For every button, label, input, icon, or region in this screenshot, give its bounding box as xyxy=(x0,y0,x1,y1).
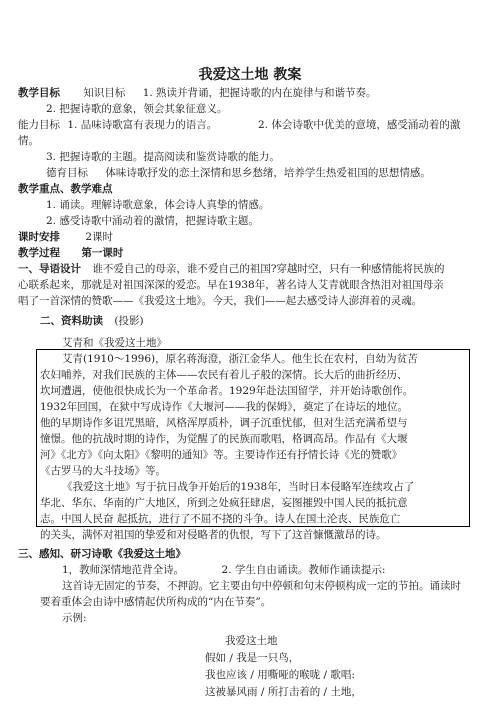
schedule-row xyxy=(18,230,113,244)
moral-row xyxy=(46,166,431,180)
intro-line-1: 谁不爱自己的母亲，谁不爱自己的祖国?穿越时空，只有一种感情能将民族的 xyxy=(92,263,445,275)
poem-line: 我也应该 / 用嘶哑的喉咙 / 歌唱: xyxy=(205,669,355,681)
step-row xyxy=(62,563,385,577)
background-line: 华北、华东、华南的广大地区，所到之处疯狂肆虐，妄图摧毁中国人民的抵抗意 xyxy=(40,497,408,509)
key-point-1: 1. 诵读。理解诗歌意象，体会诗人真挚的情感。 xyxy=(46,199,270,211)
section3-heading: 三、感知、研习诗歌《我爱这土地》 xyxy=(18,548,186,560)
ability-row xyxy=(18,118,217,132)
schedule-label: 课时安排 xyxy=(18,231,60,243)
materials-row xyxy=(40,314,144,328)
background-line: 志。中国人民奋 起抵抗，进行了不屈不挠的斗争。诗人在国土沦丧、民族危亡 xyxy=(40,513,401,525)
bio-line: 艾青(1910～1996)，原名蒋海澄，浙江金华人。他生长在农村，自幼为贫苦 xyxy=(62,353,418,365)
intro-line-2: 心联系起来，那就是对祖国深深的爱恋。早在1938年，著名诗人艾青就眼含热泪对祖国母亲 xyxy=(18,279,444,291)
knowledge-goal-2: 2. 把握诗歌的意象，领会其象征意义。 xyxy=(46,103,228,115)
step-2: 2. 学生自由诵读。教师作诵读提示: xyxy=(221,564,386,576)
page-title: 我爱这土地 教案 xyxy=(198,67,302,83)
poem-title: 我爱这土地 xyxy=(225,635,278,647)
ability-goal-3: 3. 把握诗歌的主题。提高阅读和鉴赏诗歌的能力。 xyxy=(46,151,280,163)
intro-heading: 一、导语设计 xyxy=(18,263,81,275)
process-label: 教学过程 xyxy=(18,247,60,259)
example-label: 示例: xyxy=(62,612,87,624)
bio-line: 他的早期诗作多诅咒黑暗，风格浑厚质朴，调子沉重忧郁，但对生活充满希望与 xyxy=(40,417,408,429)
ability-label: 能力目标 xyxy=(18,119,60,131)
process-row xyxy=(18,246,123,260)
bio-line: 《古罗马的大斗技场》等。 xyxy=(40,465,166,477)
background-line: 《我爱这土地》写于抗日战争开始后的1938年，当时日本侵略军连续攻占了 xyxy=(62,481,415,493)
lesson-label: 第一课时 xyxy=(81,247,124,259)
bio-line: 河》《北方》《向太阳》《黎明的通知》等。主要诗作还有抒情长诗《光的赞歌》 xyxy=(40,449,403,461)
intro-row xyxy=(18,262,444,276)
materials-note: (投影) xyxy=(114,315,144,327)
background-line: 的关头，满怀对祖国的挚爱和对侵略者的仇恨，写下了这首慷慨激昂的诗。 xyxy=(40,529,387,541)
intro-line-3: 唱了一首深情的赞歌——《我爱这土地》。今天，我们——起去感受诗人澎湃着的灵魂。 xyxy=(18,295,423,307)
goals-row xyxy=(18,86,377,100)
tip-line-2: 要着重体会由诗中感情起伏所构成的“内在节奏”。 xyxy=(40,596,272,608)
poem-line: 假如 / 我是一只鸟， xyxy=(205,652,300,664)
knowledge-goal-1: 1. 熟读并背诵，把握诗歌的内在旋律与和谐节奏。 xyxy=(142,87,377,99)
ability-goal-2a: 2. 体会诗歌中优美的意境，感受涌动着的激 xyxy=(258,119,461,131)
schedule-value: 2课时 xyxy=(85,231,114,243)
bio-line: 坎坷遭遇，使他很快成长为一个革命者。1929年赴法国留学，并开始诗歌创作。 xyxy=(40,385,414,397)
moral-label: 德育目标 xyxy=(46,167,88,179)
ability-goal-1: 1. 品味诗歌富有表现力的语言。 xyxy=(67,119,218,131)
ability-goal-2b: 情。 xyxy=(18,135,39,147)
moral-goal: 体味诗歌抒发的恋土深情和思乡愁绪，培养学生热爱祖国的思想情感。 xyxy=(105,167,431,179)
key-point-2: 2. 感受诗歌中涌动着的激情，把握诗歌主题。 xyxy=(46,215,259,227)
goals-label: 教学目标 xyxy=(18,87,60,99)
materials-subtitle: 艾青和《我爱这土地》 xyxy=(62,337,167,349)
tip-line-1: 这首诗无固定的节奏，不押韵。它主要由句中停顿和句末停顿构成一定的节拍。诵读时 xyxy=(62,580,461,592)
key-points-label: 教学重点、教学难点 xyxy=(18,183,113,195)
step-1: 1，教师深情地范背全诗。 xyxy=(62,564,185,576)
bio-line: 农妇哺养，对我们民族的主体——农民有着儿子般的深情。长大后的曲折经历、 xyxy=(40,369,408,381)
poem-line: 这被暴风雨 / 所打击着的 / 土地， xyxy=(205,686,362,698)
knowledge-label: 知识目标 xyxy=(83,87,126,99)
materials-heading: 二、资料助读 xyxy=(40,315,103,327)
bio-line: 1932年回国，在狱中写成诗作《大堰河——我的保姆》，奠定了在诗坛的地位。 xyxy=(40,401,408,413)
bio-line: 憧憬。他的抗战时期的诗作，为觉醒了的民族而歌唱，格调高昂。作品有《大堰 xyxy=(40,433,408,445)
